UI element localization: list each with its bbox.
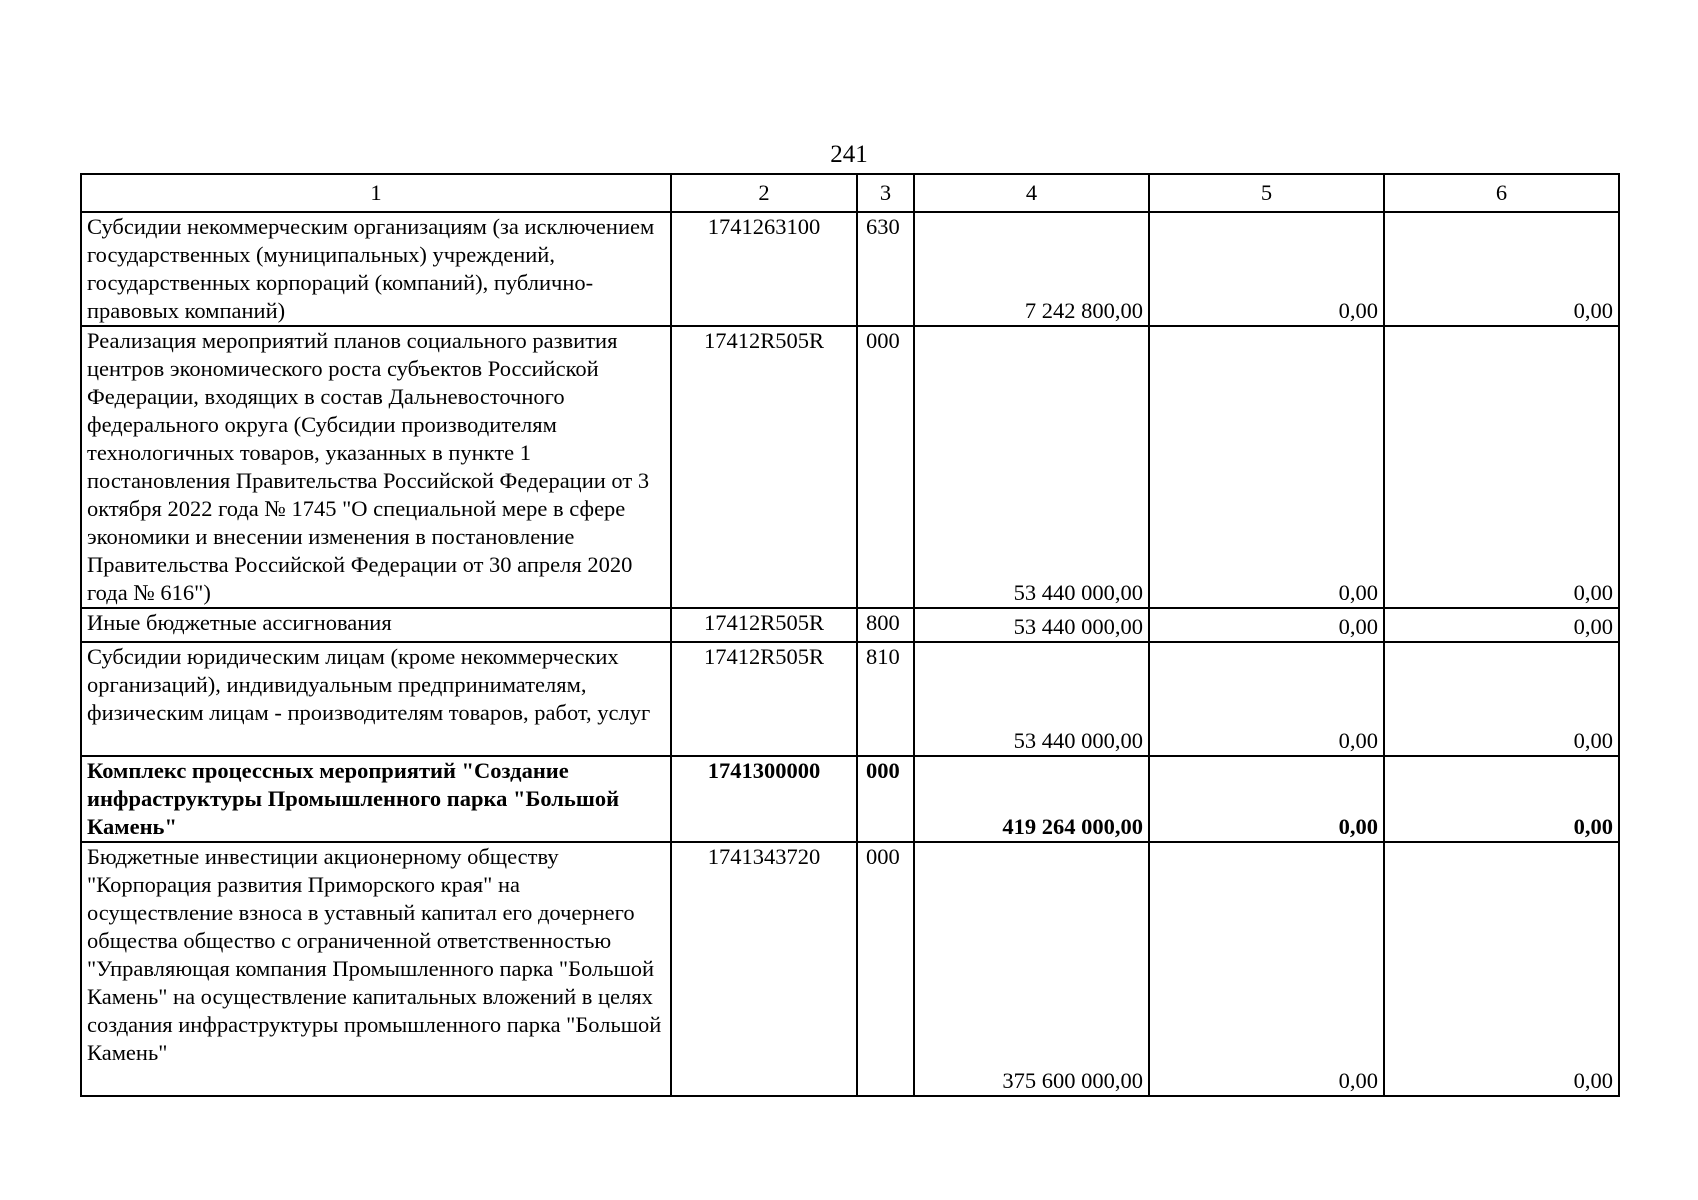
row-value-4: 53 440 000,00 [914, 326, 1149, 608]
table-row [81, 326, 1619, 608]
row-value-6: 0,00 [1384, 212, 1619, 326]
table-header-row [81, 174, 1619, 212]
column-header-1: 1 [81, 174, 671, 212]
row-name: Комплекс процессных мероприятий "Создание инфраструктуры Промышленного парка "Большой Камень" [81, 756, 671, 842]
row-value-5: 0,00 [1149, 326, 1384, 608]
row-expense-type: 000 [857, 326, 914, 608]
row-code: 17412R505R [671, 326, 857, 608]
page-number: 241 [830, 141, 868, 168]
table-row [81, 642, 1619, 756]
row-expense-type: 800 [857, 608, 914, 642]
row-value-5: 0,00 [1149, 842, 1384, 1096]
row-expense-type: 000 [857, 842, 914, 1096]
row-name: Реализация мероприятий планов социального развития центров экономического роста субъектов Российской Федерации, входящих в состав Дальневосточного федерального округа (Субсидии производителям технологичных товаров, указанных в пункте 1 постановления Правительства Российской Федерации от 3 октября 2022 года № 1745 "О специальной мере в сфере экономики и внесении изменения в постановление Правительства Российской Федерации от 30 апреля 2020 года № 616") [81, 326, 671, 608]
table-row [81, 212, 1619, 326]
row-value-6: 0,00 [1384, 756, 1619, 842]
row-expense-type: 630 [857, 212, 914, 326]
column-header-2: 2 [671, 174, 857, 212]
row-value-5: 0,00 [1149, 642, 1384, 756]
row-value-4: 7 242 800,00 [914, 212, 1149, 326]
row-expense-type: 000 [857, 756, 914, 842]
row-code: 17412R505R [671, 642, 857, 756]
budget-table [80, 173, 1620, 1097]
table-row [81, 756, 1619, 842]
row-value-5: 0,00 [1149, 608, 1384, 642]
row-code: 1741263100 [671, 212, 857, 326]
row-code: 1741343720 [671, 842, 857, 1096]
row-value-6: 0,00 [1384, 608, 1619, 642]
table-row [81, 608, 1619, 642]
row-value-6: 0,00 [1384, 842, 1619, 1096]
row-name: Бюджетные инвестиции акционерному обществу "Корпорация развития Приморского края" на осуществление взноса в уставный капитал его дочернего общества общество с ограниченной ответственностью "Управляющая компания Промышленного парка "Большой Камень" на осуществление капитальных вложений в целях создания инфраструктуры промышленного парка "Большой Камень" [81, 842, 671, 1096]
row-name: Субсидии некоммерческим организациям (за исключением государственных (муниципальных) учреждений, государственных корпораций (компаний), публично-правовых компаний) [81, 212, 671, 326]
table-row [81, 842, 1619, 1096]
column-header-3: 3 [857, 174, 914, 212]
row-value-4: 53 440 000,00 [914, 642, 1149, 756]
row-value-6: 0,00 [1384, 642, 1619, 756]
row-value-4: 53 440 000,00 [914, 608, 1149, 642]
row-expense-type: 810 [857, 642, 914, 756]
row-value-4: 419 264 000,00 [914, 756, 1149, 842]
row-name: Иные бюджетные ассигнования [81, 608, 671, 642]
row-code: 1741300000 [671, 756, 857, 842]
column-header-6: 6 [1384, 174, 1619, 212]
column-header-5: 5 [1149, 174, 1384, 212]
row-code: 17412R505R [671, 608, 857, 642]
row-value-5: 0,00 [1149, 756, 1384, 842]
column-header-4: 4 [914, 174, 1149, 212]
row-value-5: 0,00 [1149, 212, 1384, 326]
row-value-6: 0,00 [1384, 326, 1619, 608]
row-name: Субсидии юридическим лицам (кроме некоммерческих организаций), индивидуальным предпринимателям, физическим лицам - производителям товаров, работ, услуг [81, 642, 671, 756]
row-value-4: 375 600 000,00 [914, 842, 1149, 1096]
